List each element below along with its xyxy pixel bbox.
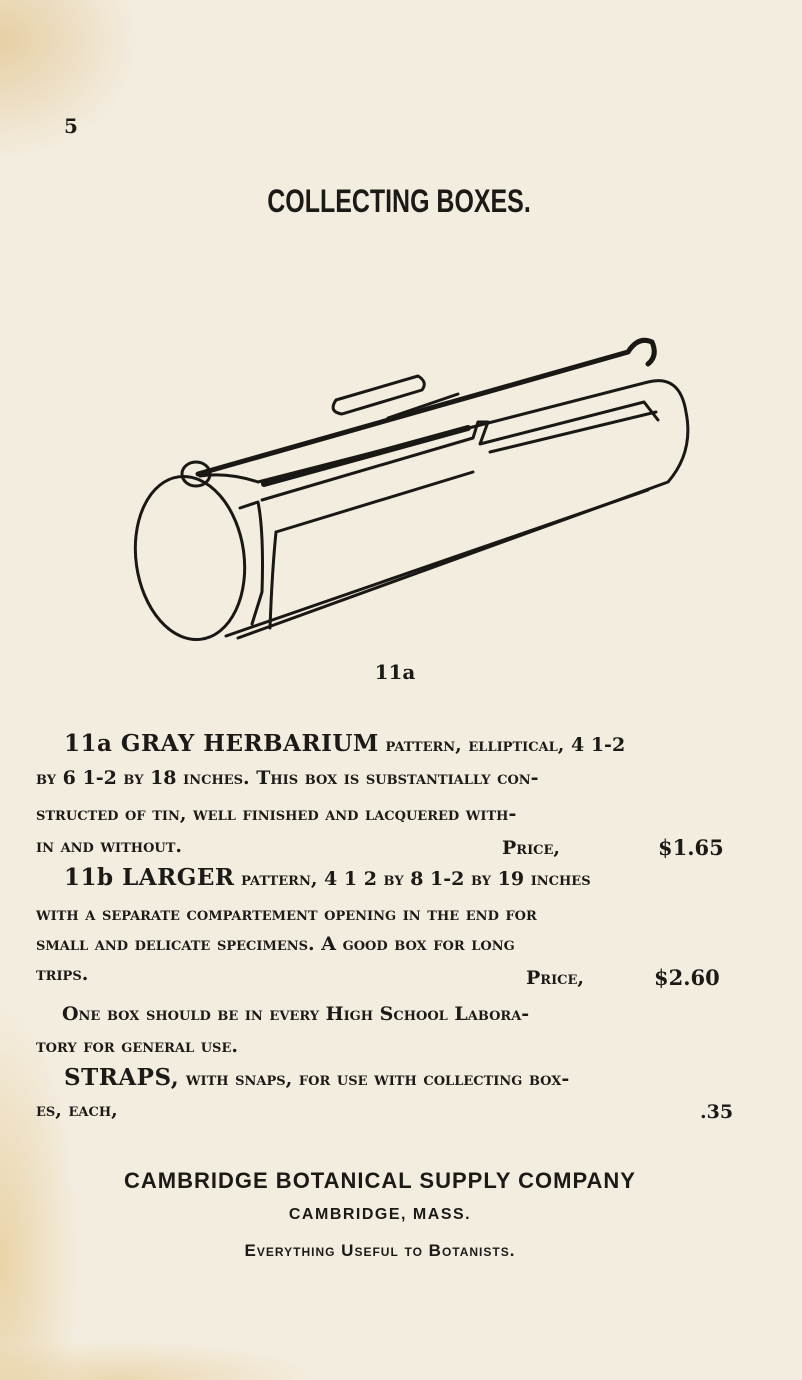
entry-11b-name: 11b LARGER xyxy=(64,864,235,891)
company-name: CAMBRIDGE BOTANICAL SUPPLY COMPANY xyxy=(124,1168,636,1193)
straps-price: .35 xyxy=(700,1101,734,1123)
straps-name: STRAPS, xyxy=(64,1064,180,1091)
entry-11b-line-1 xyxy=(64,862,591,895)
note-line-1: One box should be in every High School Labora- xyxy=(62,1003,530,1025)
straps-desc: with snaps, for use with collecting box- xyxy=(185,1068,570,1090)
company-city: CAMBRIDGE, MASS. xyxy=(288,1206,472,1223)
figure-caption: 11a xyxy=(374,660,416,684)
page-number: 5 xyxy=(64,114,78,138)
page-title: COLLECTING BOXES. xyxy=(267,183,531,219)
entry-11a-line-1 xyxy=(64,728,625,761)
straps-line-2: es, each, xyxy=(36,1099,118,1121)
entry-11b-price: $2.60 xyxy=(654,965,720,990)
entry-11b-price-label: Price, xyxy=(526,967,585,989)
catalog-entries xyxy=(36,728,736,1128)
straps-line-1 xyxy=(64,1062,569,1095)
entry-11a-desc-1: pattern, elliptical, 4 1-2 xyxy=(385,734,626,756)
note-line-2: tory for general use. xyxy=(36,1035,238,1057)
entry-11b-desc-1: pattern, 4 1 2 by 8 1-2 by 19 inches xyxy=(241,868,591,890)
entry-11a-line-4: in and without. xyxy=(36,835,183,857)
company-slogan: Everything Useful to Botanists. xyxy=(244,1241,516,1260)
entry-11a-line-2: by 6 1-2 by 18 inches. This box is substantially con- xyxy=(36,767,539,789)
entry-11a-line-3: structed of tin, well finished and lacquered with- xyxy=(36,803,517,825)
entry-11a-price-label: Price, xyxy=(502,837,561,859)
entry-11a-price: $1.65 xyxy=(658,835,724,860)
entry-11b-line-2: with a separate compartement opening in the end for xyxy=(36,903,537,925)
entry-11b-line-3: small and delicate specimens. A good box for long xyxy=(36,933,515,955)
collecting-box-illustration xyxy=(128,332,698,644)
entry-11a-name: 11a GRAY HERBARIUM xyxy=(64,730,379,757)
entry-11b-line-4: trips. xyxy=(36,963,89,985)
